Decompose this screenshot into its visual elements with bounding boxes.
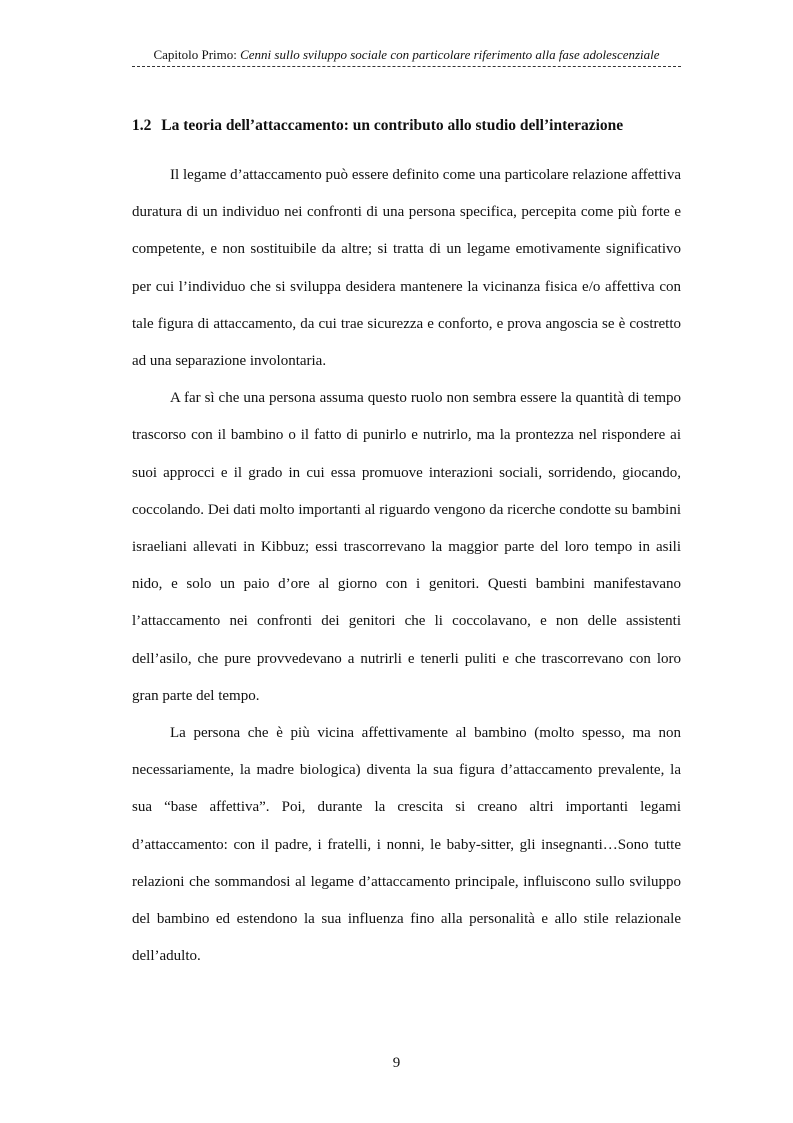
paragraph-3: La persona che è più vicina affettivamente al bambino (molto spesso, ma non necessariamente, la madre biologica) diventa la sua figura d’attaccamento prevalente, la sua “base affettiva”. Poi, durante la crescita si creano altri importanti legami d’attaccamento: con il padre, i fratelli, i nonni, le baby-sitter, gli insegnanti…Sono tutte relazioni che sommandosi al legame d’attaccamento principale, influiscono sullo sviluppo del bambino ed estendono la sua influenza fino alla personalità e allo stile relazionale dell’adulto.: [132, 725, 681, 965]
page-number: 9: [392, 1055, 401, 1071]
paragraph-2: A far sì che una persona assuma questo ruolo non sembra essere la quantità di tempo trascorso con il bambino o il fatto di punirlo e nutrirlo, ma la prontezza nel rispondere ai suoi approcci e il grado in cui essa promuove interazioni sociali, sorridendo, giocando, coccolando. Dei dati molto importanti al riguardo vengono da ricerche condotte su bambini israeliani allevati in Kibbuz; essi trascorrevano la maggior parte del loro tempo in asili nido, e solo un paio d’ore al giorno con i genitori. Questi bambini manifestavano l’attaccamento nei confronti dei genitori che li coccolavano, e non delle assistenti dell’asilo, che pure provvedevano a nutrirli e tenerli puliti e che trascorrevano con loro gran parte del tempo.: [132, 390, 681, 704]
body-text: [132, 157, 681, 975]
chapter-description: Cenni sullo sviluppo sociale con particolare riferimento alla fase adolescenziale: [240, 47, 660, 62]
section-title: La teoria dell’attaccamento: un contributo allo studio dell’interazione: [161, 117, 624, 134]
section-heading: [132, 116, 692, 136]
paragraph-1: Il legame d’attaccamento può essere definito come una particolare relazione affettiva duratura di un individuo nei confronti di una persona specifica, percepita come più forte e competente, e non sostituibile da altre; si tratta di un legame emotivamente significativo per cui l’individuo che si sviluppa desidera mantenere la vicinanza fisica e/o affettiva con tale figura di attaccamento, da cui trae sicurezza e conforto, e prova angoscia se è costretto ad una separazione involontaria.: [132, 167, 681, 370]
section-number: 1.2: [132, 117, 152, 134]
chapter-label: Capitolo Primo:: [153, 47, 237, 62]
header-dashed-rule: [132, 66, 681, 67]
running-header: [132, 47, 681, 63]
